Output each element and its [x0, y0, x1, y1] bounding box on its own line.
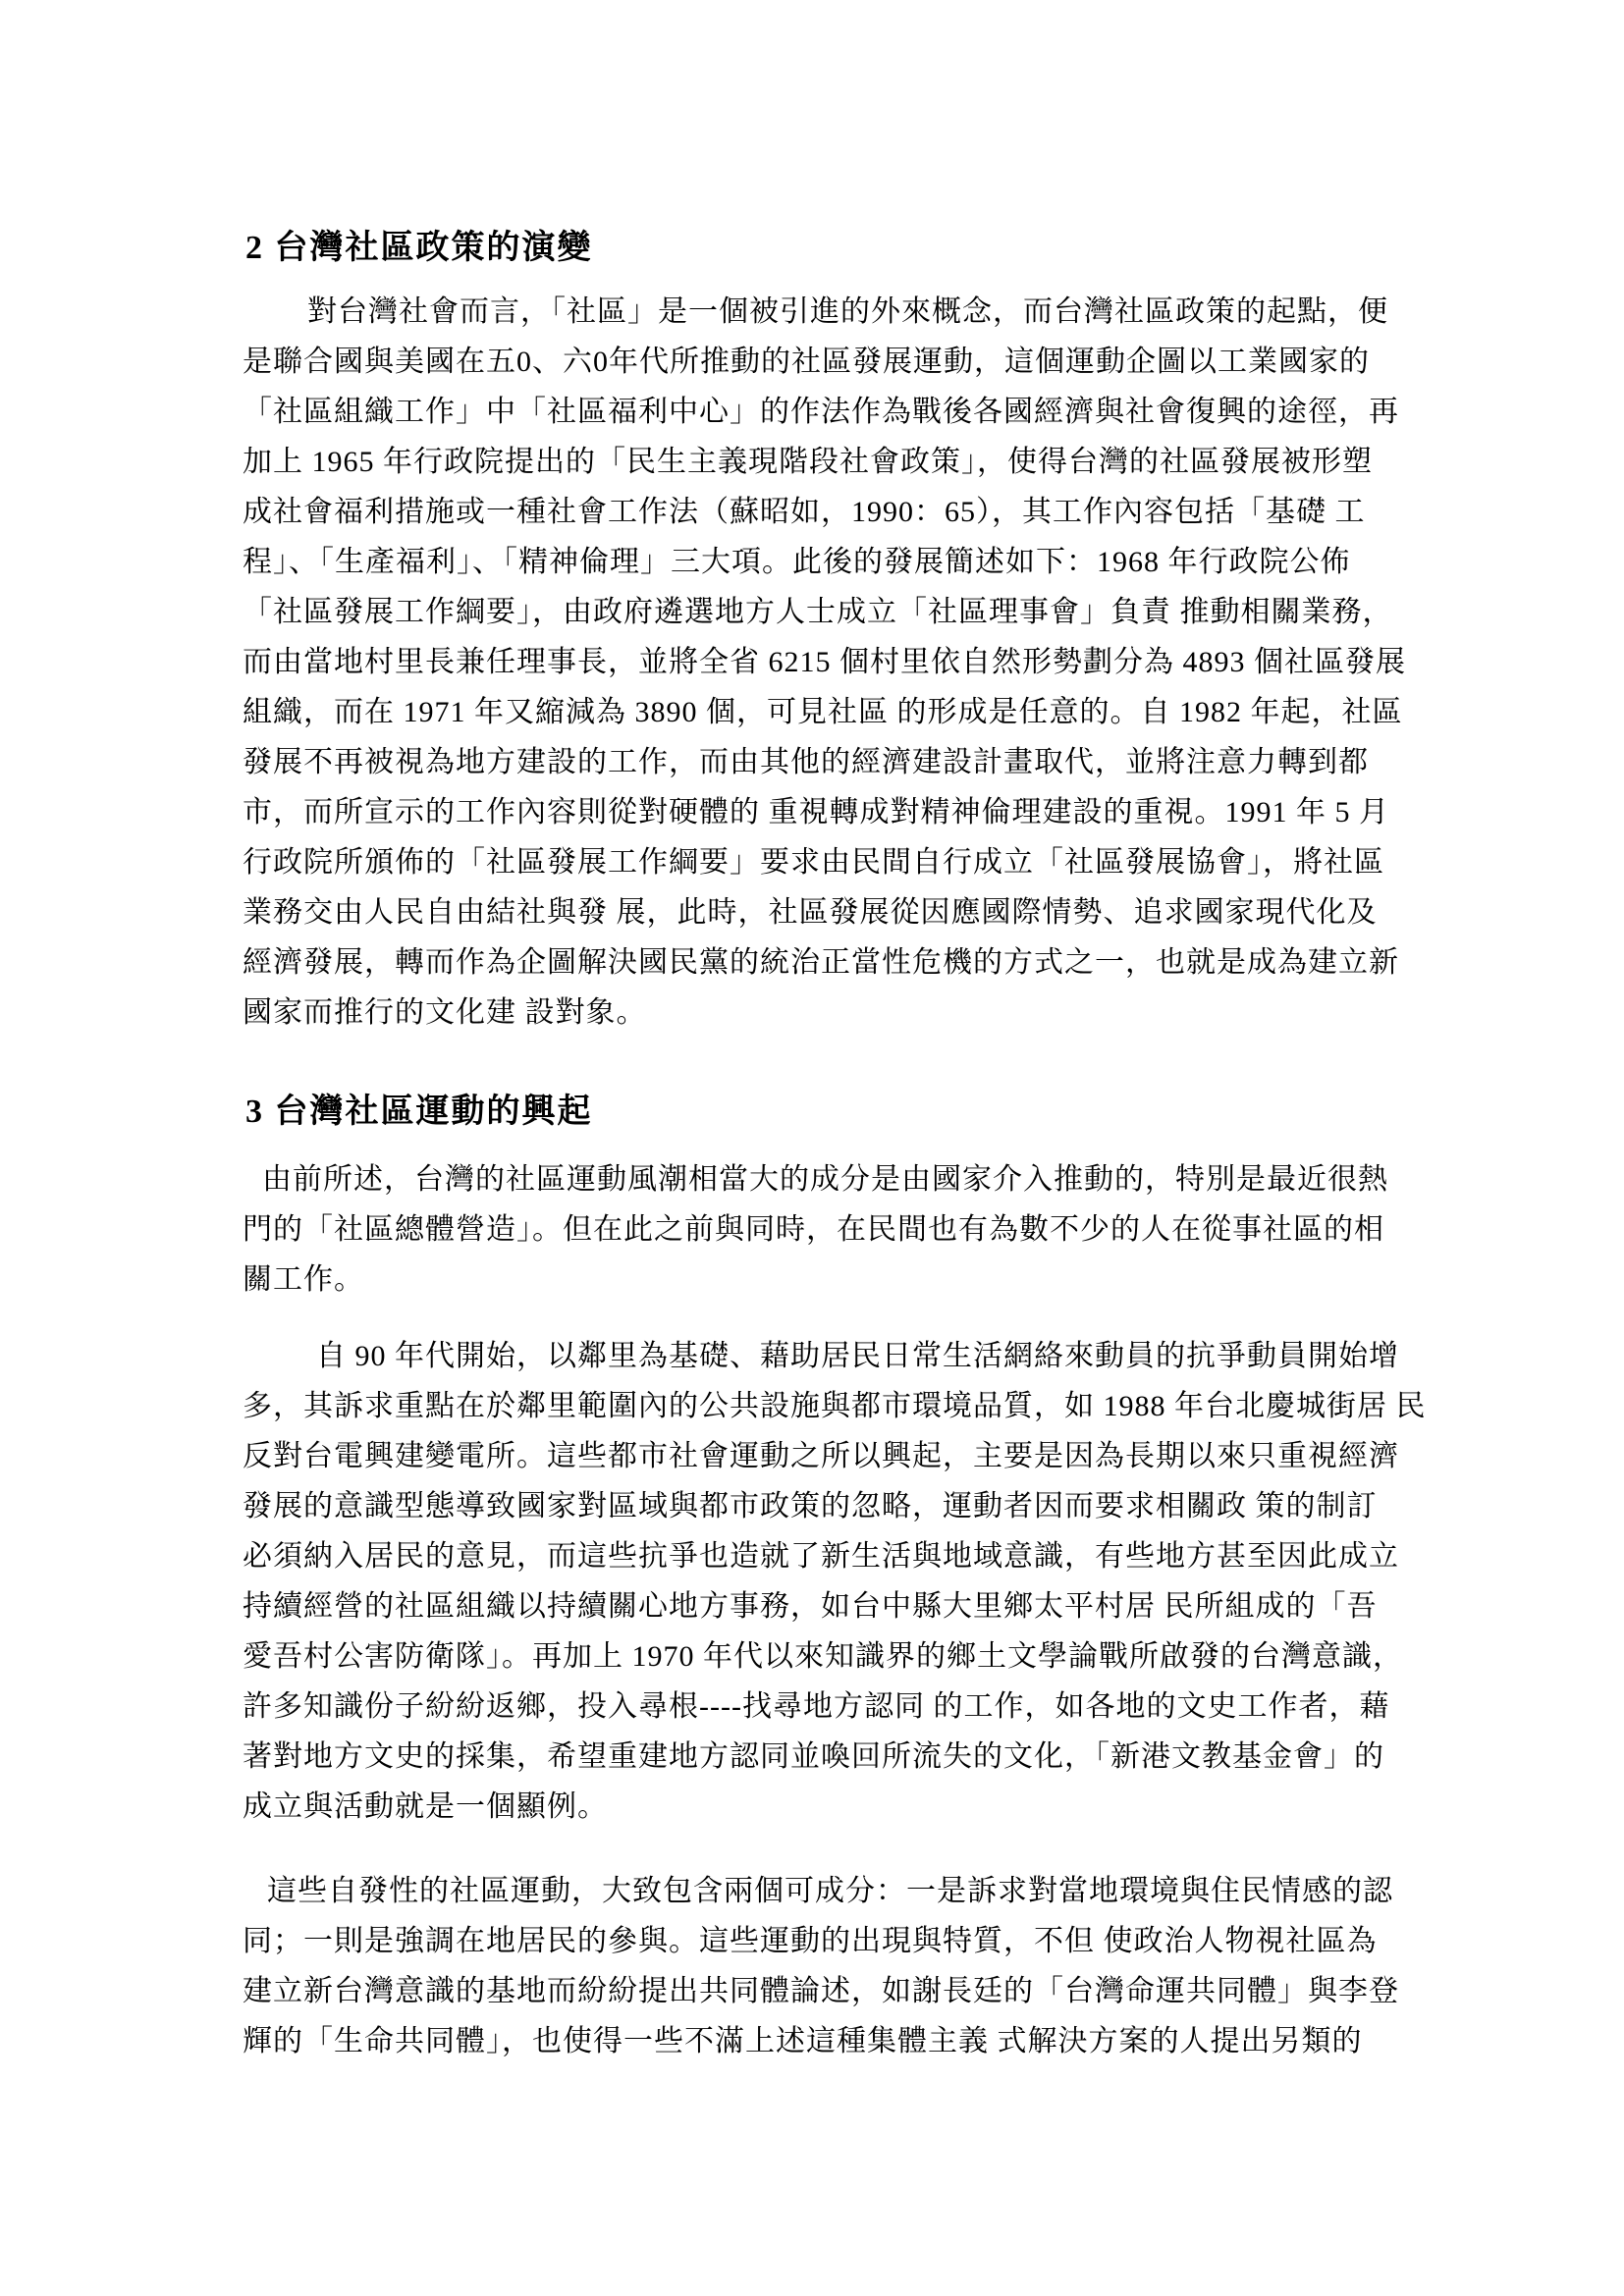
text-line: 「社區組織工作」中「社區福利中心」的作法作為戰後各國經濟與社會復興的途徑，再 [243, 396, 1399, 428]
text-line: 著對地方文史的採集，希望重建地方認同並喚回所流失的文化，「新港文教基金會」的 [243, 1740, 1384, 1773]
text-line: 持續經營的社區組織以持續關心地方事務，如台中縣大里鄉太平村居 民所組成的「吾 [243, 1590, 1378, 1623]
paragraph [243, 1866, 1411, 2066]
paragraph [243, 287, 1411, 1038]
section-heading-3: 3 台灣社區運動的興起 [245, 1093, 593, 1130]
text-line: 許多知識份子紛紛返鄉，投入尋根----找尋地方認同 的工作，如各地的文史工作者，藉 [243, 1690, 1390, 1723]
text-line: 成社會福利措施或一種社會工作法（蘇昭如，1990：65），其工作內容包括「基礎 工 [243, 496, 1366, 528]
text-line: 而由當地村里長兼任理事長，並將全省 6215 個村里依自然形勢劃分為 4893 個社區發展 [243, 646, 1406, 678]
text-line: 組織，而在 1971 年又縮減為 3890 個，可見社區 的形成是任意的。自 1982 年起，社區 [243, 696, 1403, 728]
text-line: 自 90 年代開始，以鄰里為基礎、藉助居民日常生活網絡來動員的抗爭動員開始增 [316, 1340, 1399, 1372]
section-heading-2: 2 台灣社區政策的演變 [245, 229, 593, 266]
text-line: 愛吾村公害防衛隊」。再加上 1970 年代以來知識界的鄉土文學論戰所啟發的台灣意識， [243, 1640, 1403, 1673]
text-line: 同；一則是強調在地居民的參與。這些運動的出現與特質，不但 使政治人物視社區為 [243, 1925, 1378, 1957]
text-line: 多，其訴求重點在於鄰里範圍內的公共設施與都市環境品質，如 1988 年台北慶城街居 民 [243, 1390, 1427, 1422]
text-line: 加上 1965 年行政院提出的「民生主義現階段社會政策」，使得台灣的社區發展被形塑 [243, 446, 1373, 478]
paragraph [243, 1154, 1411, 1305]
text-line: 門的「社區總體營造」。但在此之前與同時，在民間也有為數不少的人在從事社區的相 [243, 1213, 1384, 1246]
text-line: 對台灣社會而言，「社區」是一個被引進的外來概念，而台灣社區政策的起點，便 [307, 295, 1388, 328]
text-line: 發展的意識型態導致國家對區域與都市政策的忽略，運動者因而要求相關政 策的制訂 [243, 1490, 1378, 1522]
text-line: 行政院所頒佈的「社區發展工作綱要」要求由民間自行成立「社區發展協會」，將社區 [243, 846, 1384, 879]
text-line: 「社區發展工作綱要」，由政府遴選地方人士成立「社區理事會」負責 推動相關業務， [243, 596, 1393, 628]
text-line: 發展不再被視為地方建設的工作，而由其他的經濟建設計畫取代，並將注意力轉到都 [243, 746, 1369, 778]
paragraph [243, 1331, 1427, 1832]
text-line: 輝的「生命共同體」，也使得一些不滿上述這種集體主義 式解決方案的人提出另類的 [243, 2025, 1363, 2057]
text-line: 由前所述，台灣的社區運動風潮相當大的成分是由國家介入推動的，特別是最近很熱 [262, 1163, 1388, 1196]
text-line: 必須納入居民的意見，而這些抗爭也造就了新生活與地域意識，有些地方甚至因此成立 [243, 1540, 1399, 1573]
text-line: 這些自發性的社區運動，大致包含兩個可成分：一是訴求對當地環境與住民情感的認 [267, 1875, 1393, 1907]
text-line: 國家而推行的文化建 設對象。 [243, 996, 647, 1029]
text-line: 經濟發展，轉而作為企圖解決國民黨的統治正當性危機的方式之一，也就是成為建立新 [243, 946, 1399, 979]
text-line: 是聯合國與美國在五0、六0年代所推動的社區發展運動，這個運動企圖以工業國家的 [243, 346, 1370, 378]
text-line: 市，而所宣示的工作內容則從對硬體的 重視轉成對精神倫理建設的重視。1991 年 5 月 [243, 796, 1389, 828]
text-line: 建立新台灣意識的基地而紛紛提出共同體論述，如謝長廷的「台灣命運共同體」與李登 [243, 1975, 1399, 2007]
text-line: 關工作。 [243, 1263, 364, 1296]
text-line: 業務交由人民自由結社與發 展，此時，社區發展從因應國際情勢、追求國家現代化及 [243, 896, 1378, 929]
text-line: 反對台電興建變電所。這些都市社會運動之所以興起，主要是因為長期以來只重視經濟 [243, 1440, 1399, 1472]
text-line: 成立與活動就是一個顯例。 [243, 1790, 608, 1823]
text-line: 程」、「生產福利」、「精神倫理」三大項。此後的發展簡述如下：1968 年行政院公佈 [243, 546, 1351, 578]
